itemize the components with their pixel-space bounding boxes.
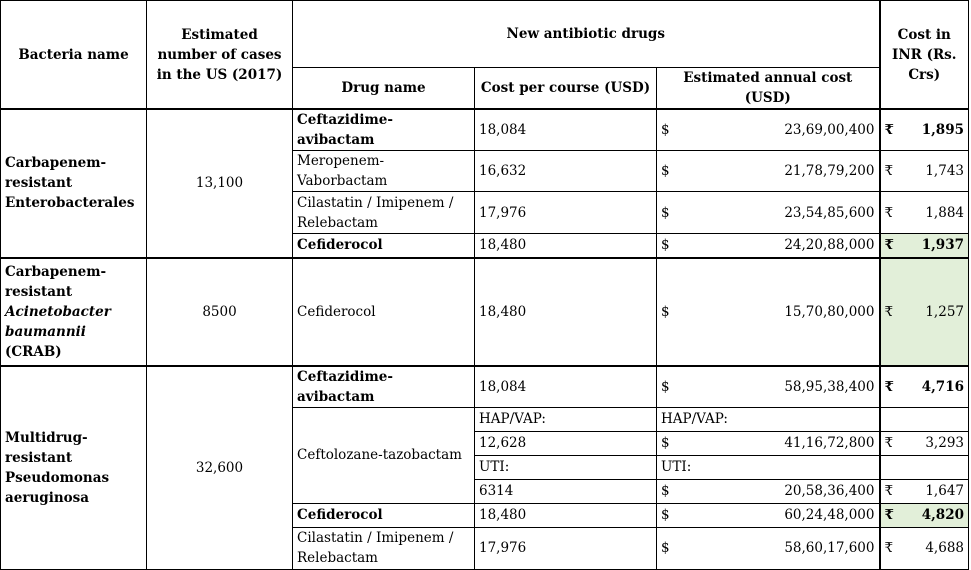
cost-inr-highlight	[880, 234, 969, 258]
drug-name: Cefiderocol	[293, 258, 475, 366]
inr-symbol: ₹	[884, 163, 894, 179]
inr-symbol: ₹	[884, 204, 894, 221]
annual-cost	[657, 527, 880, 569]
case-count: 32,600	[147, 366, 293, 570]
inr-symbol: ₹	[884, 483, 894, 499]
cost-inr-value: 4,820	[921, 507, 964, 523]
cost-per-course: 18,480	[475, 503, 657, 527]
cost-inr-value: 1,895	[921, 122, 964, 138]
bacteria-name-line: Carbapenem-resistant	[5, 263, 107, 300]
annual-cost-value: 23,69,00,400	[784, 122, 875, 138]
header-new-drugs: New antibiotic drugs	[293, 1, 880, 68]
cost-per-course: 16,632	[475, 151, 657, 192]
inr-symbol: ₹	[884, 540, 894, 556]
bacteria-name-tail: (CRAB)	[5, 343, 62, 360]
annual-cost	[657, 479, 880, 503]
bacteria-name: Multidrug-resistant Pseudomonas aeruginosa	[1, 366, 147, 570]
cost-inr-value: 1,937	[921, 237, 964, 254]
annual-cost	[657, 431, 880, 455]
header-annual-cost: Estimated annual cost (USD)	[657, 68, 880, 110]
header-cost-inr: Cost in INR (Rs. Crs)	[880, 1, 969, 110]
cost-per-course: 6314	[475, 479, 657, 503]
usd-symbol: $	[661, 237, 670, 254]
inr-symbol: ₹	[884, 435, 894, 451]
bacteria-name: Carbapenem-resistant Enterobacterales	[1, 109, 147, 258]
cost-inr-highlight	[880, 503, 969, 527]
header-bacteria: Bacteria name	[1, 1, 147, 110]
usd-symbol: $	[661, 122, 670, 138]
annual-cost	[657, 109, 880, 151]
annual-cost	[657, 503, 880, 527]
cost-inr	[880, 151, 969, 192]
table-row	[1, 366, 969, 408]
cost-per-course: 18,480	[475, 234, 657, 258]
table-row	[1, 258, 969, 366]
sub-label: UTI:	[657, 455, 880, 479]
sub-label: HAP/VAP:	[657, 407, 880, 431]
cost-inr	[880, 431, 969, 455]
cost-inr-value: 4,688	[925, 540, 964, 556]
cost-inr	[880, 479, 969, 503]
cost-inr	[880, 366, 969, 408]
cost-inr	[880, 192, 969, 234]
annual-cost-value: 23,54,85,600	[784, 204, 875, 221]
sub-label: UTI:	[475, 455, 657, 479]
bacteria-name	[1, 258, 147, 366]
cost-inr-value: 1,743	[925, 163, 964, 179]
usd-symbol: $	[661, 435, 670, 451]
annual-cost-value: 58,60,17,600	[784, 540, 875, 556]
drug-name: Ceftazidime-avibactam	[293, 366, 475, 408]
cost-per-course: 18,084	[475, 366, 657, 408]
annual-cost	[657, 258, 880, 366]
cost-inr-empty	[880, 407, 969, 431]
drug-name: Cefiderocol	[293, 234, 475, 258]
inr-symbol: ₹	[884, 507, 894, 523]
cost-inr-value: 1,884	[925, 204, 964, 221]
annual-cost-value: 20,58,36,400	[784, 483, 875, 499]
usd-symbol: $	[661, 507, 670, 523]
usd-symbol: $	[661, 163, 670, 179]
cost-inr-highlight	[880, 258, 969, 366]
usd-symbol: $	[661, 303, 670, 320]
annual-cost	[657, 366, 880, 408]
usd-symbol: $	[661, 540, 670, 556]
cost-per-course: 18,084	[475, 109, 657, 151]
header-cases: Estimated number of cases in the US (2017)	[147, 1, 293, 110]
cost-inr-value: 4,716	[921, 378, 964, 395]
header-drug-name: Drug name	[293, 68, 475, 110]
sub-label: HAP/VAP:	[475, 407, 657, 431]
inr-symbol: ₹	[884, 378, 894, 395]
annual-cost	[657, 234, 880, 258]
cost-per-course: 17,976	[475, 527, 657, 569]
case-count: 8500	[147, 258, 293, 366]
cost-per-course: 18,480	[475, 258, 657, 366]
usd-symbol: $	[661, 204, 670, 221]
drug-name: Cilastatin / Imipenem / Relebactam	[293, 527, 475, 569]
inr-symbol: ₹	[884, 237, 894, 254]
cost-inr	[880, 527, 969, 569]
cost-inr-empty	[880, 455, 969, 479]
usd-symbol: $	[661, 378, 670, 395]
annual-cost-value: 21,78,79,200	[784, 163, 875, 179]
cost-inr-value: 1,647	[925, 483, 964, 499]
annual-cost	[657, 151, 880, 192]
cost-inr	[880, 109, 969, 151]
table-row	[1, 109, 969, 151]
annual-cost-value: 15,70,80,000	[784, 303, 875, 320]
inr-symbol: ₹	[884, 303, 894, 320]
annual-cost-value: 58,95,38,400	[784, 378, 875, 395]
annual-cost-value: 60,24,48,000	[784, 507, 875, 523]
bacteria-name-italic: Acinetobacter baumannii	[5, 303, 111, 340]
cost-inr-value: 1,257	[925, 303, 964, 320]
annual-cost-value: 24,20,88,000	[784, 237, 875, 254]
header-cost-per-course: Cost per course (USD)	[475, 68, 657, 110]
cost-per-course: 12,628	[475, 431, 657, 455]
drug-name: Cilastatin / Imipenem / Relebactam	[293, 192, 475, 234]
usd-symbol: $	[661, 483, 670, 499]
drug-name: Ceftazidime-avibactam	[293, 109, 475, 151]
drug-name: Cefiderocol	[293, 503, 475, 527]
inr-symbol: ₹	[884, 122, 894, 138]
drug-name: Meropenem-Vaborbactam	[293, 151, 475, 192]
drug-name: Ceftolozane-tazobactam	[293, 407, 475, 503]
case-count: 13,100	[147, 109, 293, 258]
cost-inr-value: 3,293	[925, 435, 964, 451]
cost-per-course: 17,976	[475, 192, 657, 234]
annual-cost-value: 41,16,72,800	[784, 435, 875, 451]
annual-cost	[657, 192, 880, 234]
